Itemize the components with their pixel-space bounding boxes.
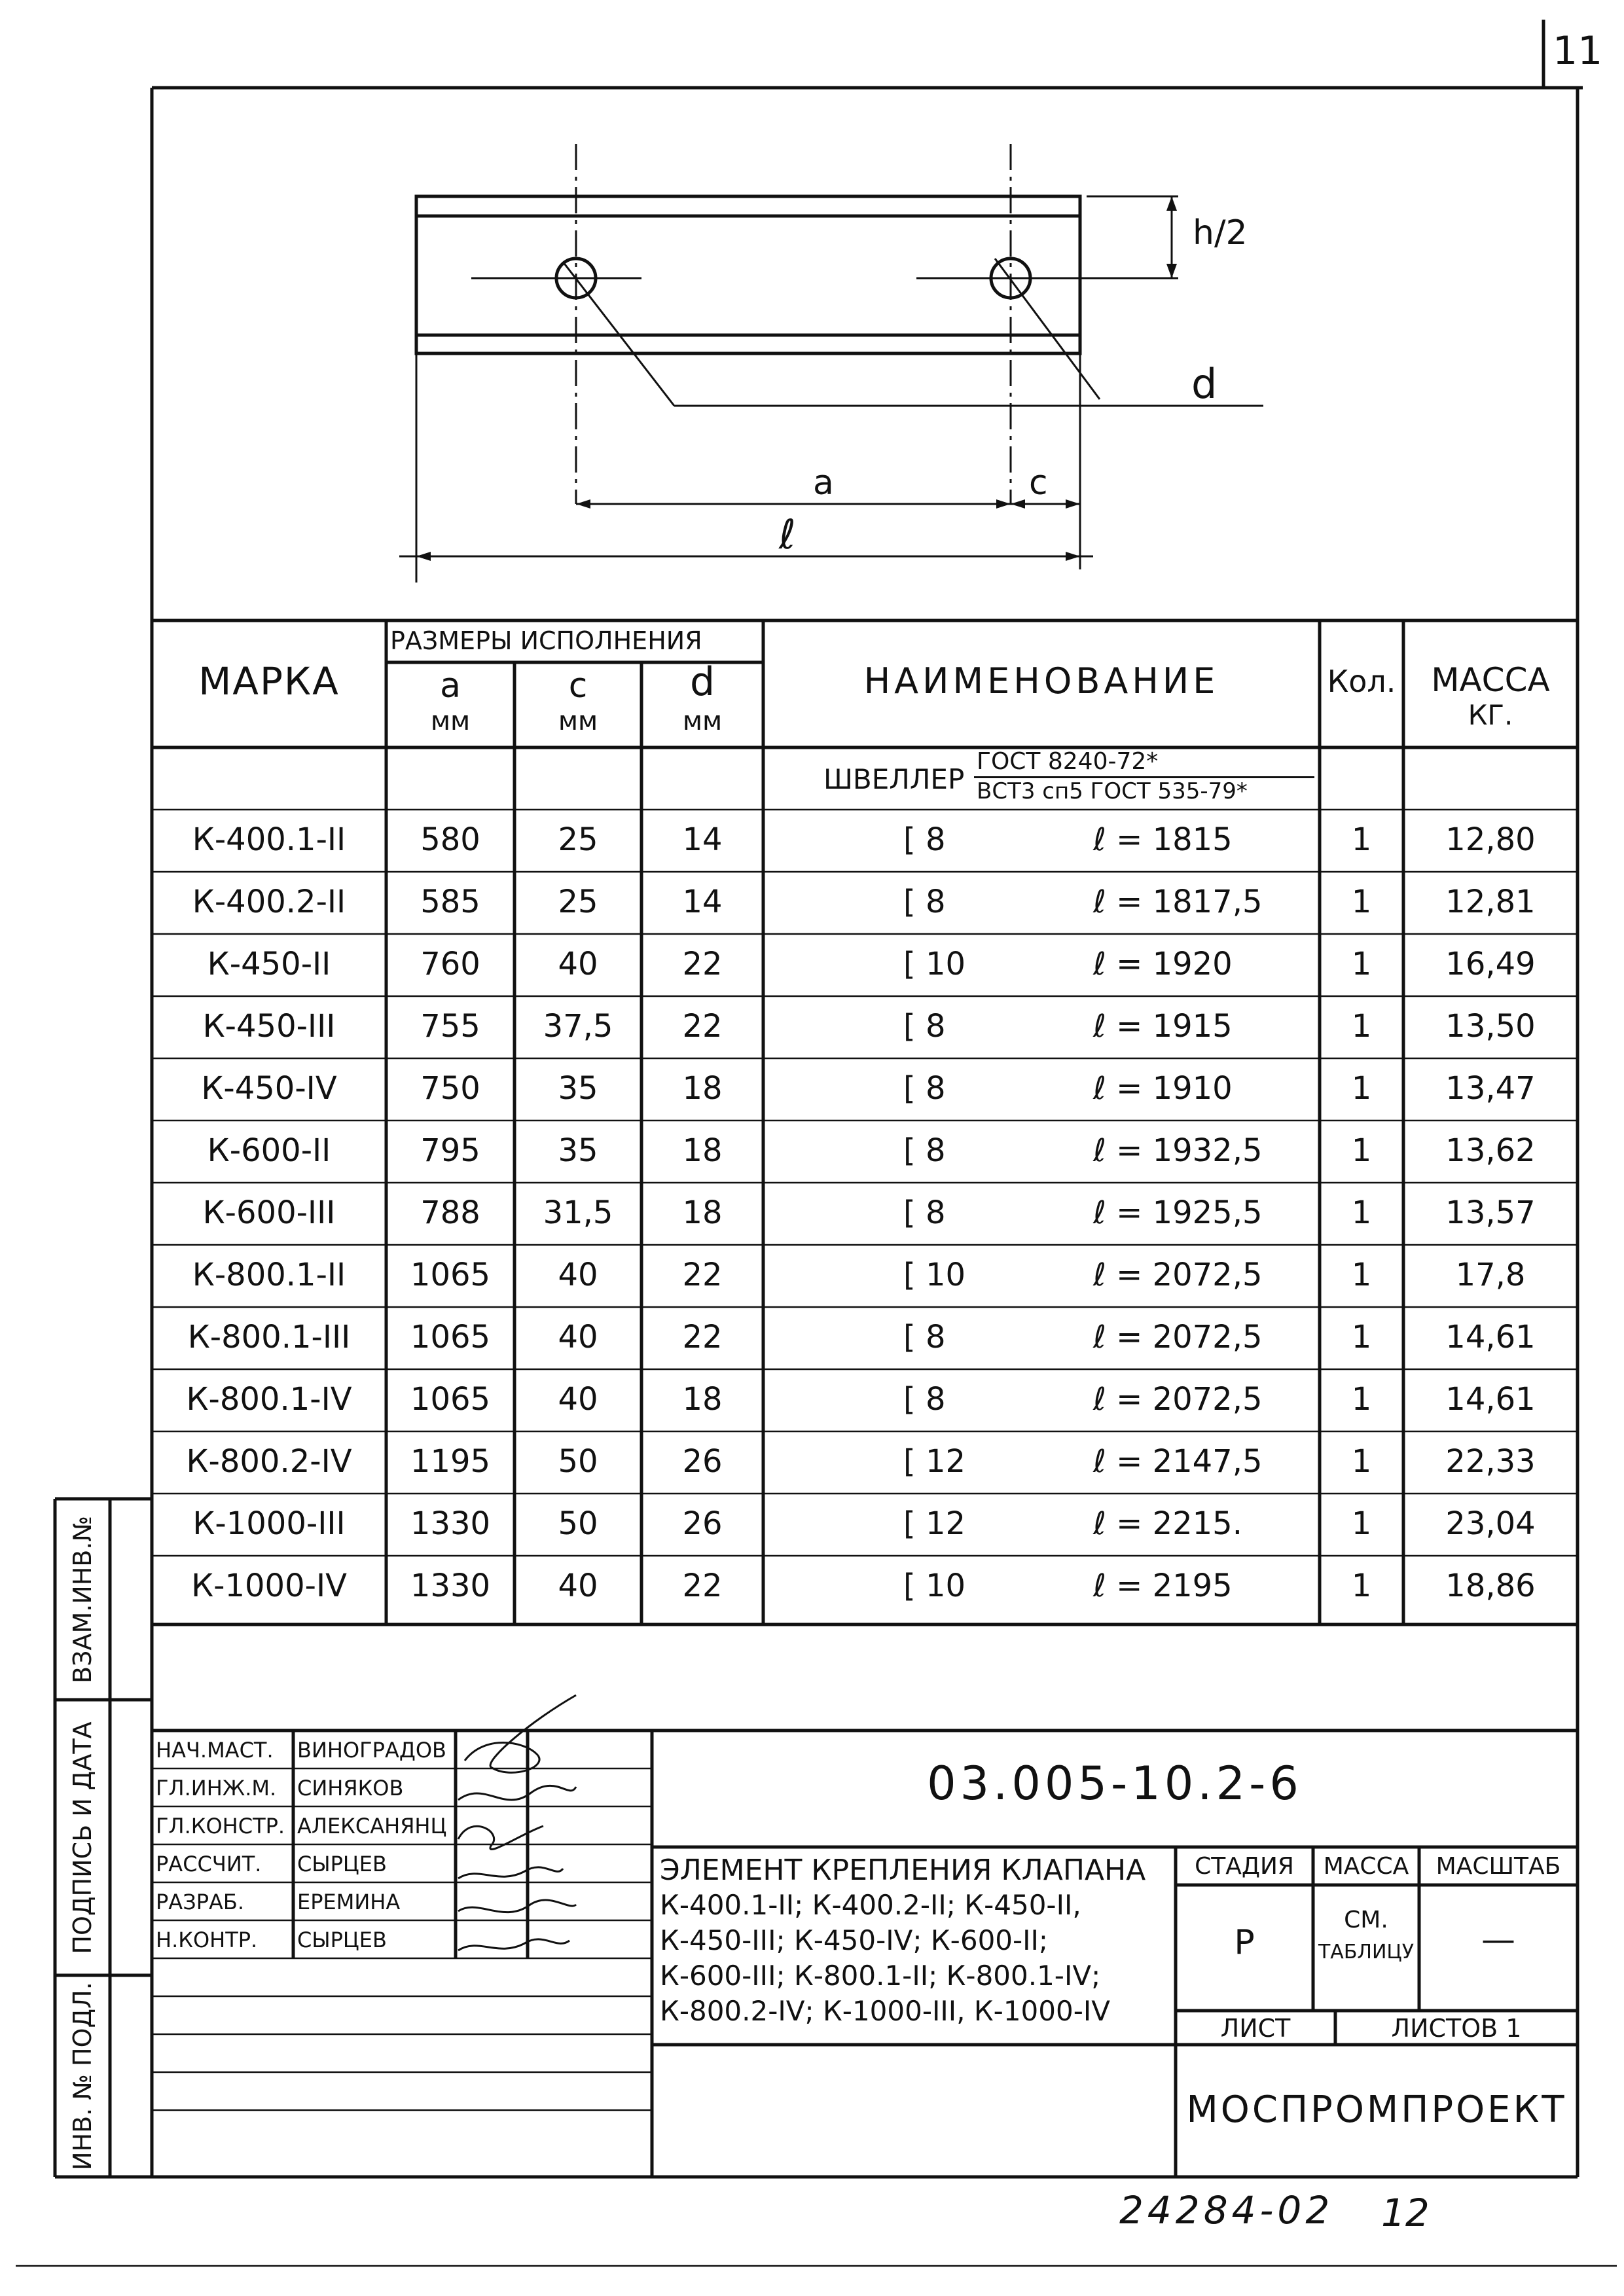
cell-marka: К-400.1-II — [192, 821, 346, 858]
mass-label: МАССА — [1323, 1853, 1409, 1880]
header-mass-unit: КГ. — [1468, 699, 1513, 731]
cell-profile: [ 8 — [903, 1194, 946, 1231]
signer-name: ЕРЕМИНА — [297, 1890, 401, 1914]
label-h-half: h/2 — [1193, 213, 1248, 253]
cell-a: 1065 — [410, 1257, 491, 1293]
cell-c: 40 — [558, 946, 598, 982]
cell-length: ℓ = 1817,5 — [1093, 884, 1263, 920]
signer-name: СИНЯКОВ — [297, 1776, 404, 1801]
mass-value-2: ТАБЛИЦУ — [1318, 1941, 1414, 1964]
cell-d: 18 — [682, 1070, 723, 1107]
channel-body — [416, 196, 1080, 353]
cell-d: 22 — [682, 1319, 723, 1355]
cell-qty: 1 — [1351, 821, 1372, 858]
cell-d: 26 — [682, 1505, 723, 1542]
stage-value: Р — [1234, 1923, 1255, 1962]
cell-d: 14 — [682, 821, 723, 858]
cell-length: ℓ = 2072,5 — [1093, 1381, 1263, 1418]
header-c: c — [568, 666, 588, 706]
cell-profile: [ 8 — [903, 1132, 946, 1169]
cell-qty: 1 — [1351, 1319, 1372, 1355]
signer-role: РАССЧИТ. — [156, 1852, 262, 1876]
cell-length: ℓ = 1915 — [1093, 1008, 1233, 1045]
signer-role: РАЗРАБ. — [156, 1890, 245, 1914]
cell-a: 750 — [420, 1070, 480, 1107]
cell-c: 40 — [558, 1568, 598, 1604]
cell-a: 1065 — [410, 1381, 491, 1418]
cell-qty: 1 — [1351, 1257, 1372, 1293]
cell-marka: К-1000-III — [192, 1505, 346, 1542]
cell-profile: [ 8 — [903, 1319, 946, 1355]
cell-qty: 1 — [1351, 1070, 1372, 1107]
side-vzam: ВЗАМ.ИНВ.№ — [68, 1516, 97, 1683]
cell-qty: 1 — [1351, 1194, 1372, 1231]
cell-marka: К-450-III — [202, 1008, 336, 1045]
signer-role: Н.КОНТР. — [156, 1928, 258, 1952]
cell-marka: К-800.1-II — [192, 1257, 346, 1293]
cell-length: ℓ = 2215. — [1093, 1505, 1242, 1542]
cell-a: 1065 — [410, 1319, 491, 1355]
cell-marka: К-800.2-IV — [186, 1443, 352, 1480]
cell-a: 795 — [420, 1132, 480, 1169]
cell-marka: К-600-II — [207, 1132, 331, 1169]
cell-c: 50 — [558, 1443, 598, 1480]
cell-length: ℓ = 1932,5 — [1093, 1132, 1263, 1169]
sheet-label: ЛИСТ — [1220, 2014, 1291, 2043]
cell-qty: 1 — [1351, 1381, 1372, 1418]
cell-a: 760 — [420, 946, 480, 982]
header-qty: Кол. — [1327, 664, 1396, 699]
cell-mass: 13,50 — [1445, 1008, 1536, 1045]
organization: МОСПРОМПРОЕКТ — [1186, 2089, 1567, 2131]
cell-profile: [ 8 — [903, 1008, 946, 1045]
scale-value: — — [1481, 1920, 1515, 1960]
cell-profile: [ 12 — [903, 1505, 966, 1542]
cell-marka: К-450-IV — [201, 1070, 337, 1107]
header-a-unit: мм — [430, 706, 471, 736]
cell-a: 1330 — [410, 1568, 491, 1604]
cell-c: 25 — [558, 821, 598, 858]
cell-mass: 14,61 — [1445, 1319, 1536, 1355]
cell-marka: К-400.2-II — [192, 884, 346, 920]
cell-c: 35 — [558, 1070, 598, 1107]
channel-drawing — [0, 0, 1624, 628]
cell-length: ℓ = 1925,5 — [1093, 1194, 1263, 1231]
cell-c: 40 — [558, 1319, 598, 1355]
cell-marka: К-800.1-III — [187, 1319, 351, 1355]
cell-c: 40 — [558, 1381, 598, 1418]
cell-mass: 14,61 — [1445, 1381, 1536, 1418]
profile-denominator: ВСТ3 сп5 ГОСТ 535-79* — [977, 778, 1248, 804]
cell-mass: 13,62 — [1445, 1132, 1536, 1169]
cell-profile: [ 8 — [903, 821, 946, 858]
signer-name: СЫРЦЕВ — [297, 1928, 387, 1952]
cell-qty: 1 — [1351, 1443, 1372, 1480]
mass-value-1: СМ. — [1344, 1907, 1388, 1933]
cell-c: 31,5 — [543, 1194, 613, 1231]
cell-qty: 1 — [1351, 884, 1372, 920]
title-line-2: К-400.1-II; К-400.2-II; К-450-II, — [660, 1889, 1081, 1921]
header-marka: МАРКА — [198, 659, 340, 704]
label-d: d — [1191, 360, 1218, 408]
page-number: 11 — [1553, 28, 1603, 74]
side-podpis: ПОДПИСЬ И ДАТА — [68, 1721, 97, 1954]
label-a: a — [813, 463, 834, 503]
cell-marka: К-800.1-IV — [186, 1381, 352, 1418]
label-l: ℓ — [779, 511, 796, 558]
cell-length: ℓ = 2147,5 — [1093, 1443, 1263, 1480]
sheets-label: ЛИСТОВ 1 — [1391, 2014, 1522, 2043]
profile-prefix: ШВЕЛЛЕР — [823, 763, 965, 795]
cell-mass: 13,47 — [1445, 1070, 1536, 1107]
cell-c: 25 — [558, 884, 598, 920]
signer-role: ГЛ.ИНЖ.М. — [156, 1776, 277, 1801]
cell-d: 22 — [682, 946, 723, 982]
cell-length: ℓ = 2072,5 — [1093, 1319, 1263, 1355]
cell-length: ℓ = 1920 — [1093, 946, 1233, 982]
cell-length: ℓ = 2195 — [1093, 1568, 1233, 1604]
cell-c: 50 — [558, 1505, 598, 1542]
cell-c: 37,5 — [543, 1008, 613, 1045]
title-line-4: К-600-III; К-800.1-II; К-800.1-IV; — [660, 1960, 1101, 1992]
cell-length: ℓ = 2072,5 — [1093, 1257, 1263, 1293]
cell-a: 580 — [420, 821, 480, 858]
cell-qty: 1 — [1351, 1132, 1372, 1169]
cell-length: ℓ = 1815 — [1093, 821, 1233, 858]
cell-profile: [ 8 — [903, 1070, 946, 1107]
header-d: d — [689, 659, 715, 705]
header-sizes-group: РАЗМЕРЫ ИСПОЛНЕНИЯ — [390, 626, 702, 655]
cell-d: 22 — [682, 1568, 723, 1604]
cell-mass: 12,80 — [1445, 821, 1536, 858]
cell-a: 1195 — [410, 1443, 491, 1480]
cell-d: 22 — [682, 1008, 723, 1045]
side-inv: ИНВ. № ПОДЛ. — [68, 1982, 97, 2170]
cell-mass: 16,49 — [1445, 946, 1536, 982]
cell-a: 1330 — [410, 1505, 491, 1542]
cell-length: ℓ = 1910 — [1093, 1070, 1233, 1107]
profile-numerator: ГОСТ 8240-72* — [977, 748, 1159, 775]
cell-a: 755 — [420, 1008, 480, 1045]
cell-c: 40 — [558, 1257, 598, 1293]
signatures — [445, 1682, 655, 1964]
cell-qty: 1 — [1351, 1568, 1372, 1604]
title-line-5: К-800.2-IV; К-1000-III, К-1000-IV — [660, 1995, 1110, 2027]
header-mass: МАССА — [1431, 661, 1550, 699]
scale-label: МАСШТАБ — [1435, 1853, 1561, 1880]
signer-name: АЛЕКСАНЯНЦ — [297, 1814, 447, 1839]
cell-mass: 18,86 — [1445, 1568, 1536, 1604]
cell-d: 18 — [682, 1381, 723, 1418]
cell-d: 22 — [682, 1257, 723, 1293]
bottom-number: 24284-02 — [1119, 2188, 1334, 2233]
cell-mass: 17,8 — [1455, 1257, 1526, 1293]
cell-d: 14 — [682, 884, 723, 920]
cell-marka: К-1000-IV — [191, 1568, 347, 1604]
cell-profile: [ 10 — [903, 1257, 966, 1293]
signer-role: НАЧ.МАСТ. — [156, 1738, 274, 1763]
signer-name: СЫРЦЕВ — [297, 1852, 387, 1876]
cell-qty: 1 — [1351, 946, 1372, 982]
cell-c: 35 — [558, 1132, 598, 1169]
bottom-page: 12 — [1381, 2191, 1430, 2235]
cell-profile: [ 8 — [903, 1381, 946, 1418]
cell-qty: 1 — [1351, 1008, 1372, 1045]
signer-name: ВИНОГРАДОВ — [297, 1738, 446, 1763]
header-c-unit: мм — [558, 706, 598, 736]
signer-role: ГЛ.КОНСТР. — [156, 1814, 285, 1839]
title-line-3: К-450-III; К-450-IV; К-600-II; — [660, 1924, 1049, 1956]
header-name: НАИМЕНОВАНИЕ — [863, 660, 1219, 702]
cell-profile: [ 10 — [903, 946, 966, 982]
stage-label: СТАДИЯ — [1195, 1853, 1294, 1880]
cell-profile: [ 12 — [903, 1443, 966, 1480]
label-c: c — [1029, 463, 1048, 503]
cell-profile: [ 8 — [903, 884, 946, 920]
header-a: a — [440, 666, 461, 706]
title-line-1: ЭЛЕМЕНТ КРЕПЛЕНИЯ КЛАПАНА — [660, 1854, 1146, 1887]
cell-d: 18 — [682, 1194, 723, 1231]
cell-a: 585 — [420, 884, 480, 920]
cell-mass: 13,57 — [1445, 1194, 1536, 1231]
header-d-unit: мм — [682, 706, 723, 736]
cell-mass: 22,33 — [1445, 1443, 1536, 1480]
cell-d: 26 — [682, 1443, 723, 1480]
cell-d: 18 — [682, 1132, 723, 1169]
doc-code: 03.005-10.2-6 — [927, 1757, 1303, 1810]
cell-mass: 12,81 — [1445, 884, 1536, 920]
cell-marka: К-600-III — [202, 1194, 336, 1231]
cell-profile: [ 10 — [903, 1568, 966, 1604]
cell-qty: 1 — [1351, 1505, 1372, 1542]
cell-mass: 23,04 — [1445, 1505, 1536, 1542]
cell-marka: К-450-II — [207, 946, 331, 982]
cell-a: 788 — [420, 1194, 480, 1231]
